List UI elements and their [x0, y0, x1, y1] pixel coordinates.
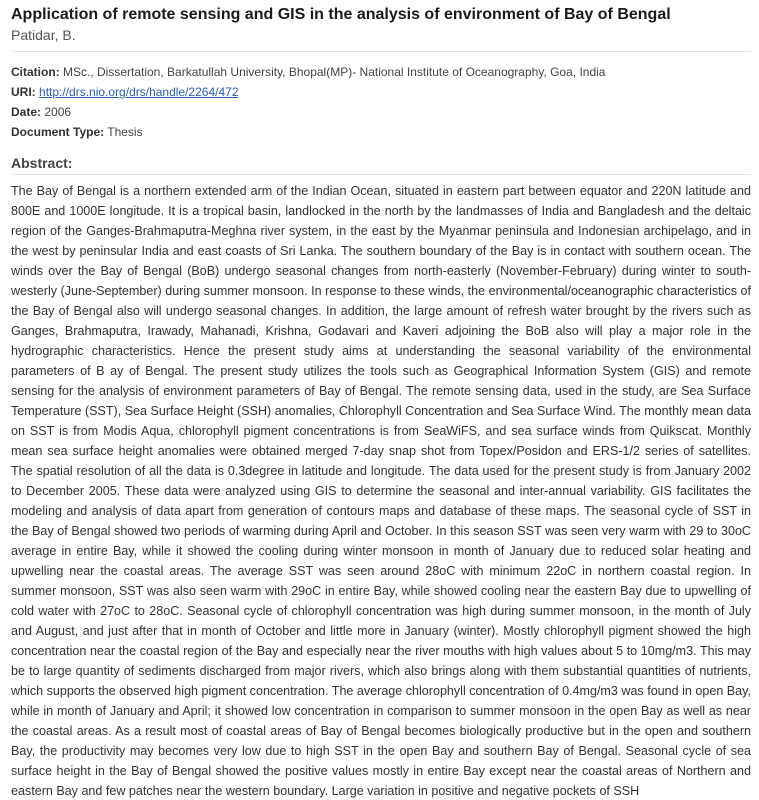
- document-type-value: Thesis: [107, 125, 143, 139]
- citation-label: Citation:: [11, 65, 60, 79]
- citation-value: MSc., Dissertation, Barkatullah University, Bhopal(MP)- National Institute of Oceanography, Goa, India: [63, 65, 606, 79]
- uri-row: [11, 82, 751, 102]
- record-page: [11, 0, 751, 800]
- metadata-list: [11, 62, 751, 142]
- date-label: Date:: [11, 105, 42, 119]
- date-value: 2006: [44, 105, 72, 119]
- uri-link[interactable]: http://drs.nio.org/drs/handle/2264/472: [39, 85, 239, 99]
- document-type-row: [11, 122, 751, 142]
- record-author: Patidar, B.: [11, 25, 751, 52]
- citation-row: [11, 62, 751, 82]
- date-row: [11, 102, 751, 122]
- abstract-heading: Abstract:: [11, 154, 751, 175]
- uri-label: URI:: [11, 85, 36, 99]
- record-title: Application of remote sensing and GIS in the analysis of environment of Bay of Bengal: [11, 6, 671, 23]
- abstract-text: The Bay of Bengal is a northern extended arm of the Indian Ocean, situated in eastern part between equator and 220N latitude and 800E and 1000E longitude. It is a tropical basin, landlocked in the north by the landmasses of India and Bangladesh and the deltaic region of the Ganges-Brahmaputra-Meghna river system, in the east by the Myanmar peninsula and Indonesian archipelago, and in the west by peninsular India and east coasts of Sri Lanka. The southern boundary of the Bay is in contact with southern ocean. The winds over the Bay of Bengal (BoB) undergo seasonal changes from north-easterly (November-February) during winter to south-westerly (June-September) during summer monsoon. In response to these winds, the environmental/oceanographic characteristics of the Bay of Bengal also will undergo seasonal changes. In addition, the large amount of refresh water brought by the rivers such as Ganges, Brahmaputra, Irawady, Mahanadi, Krishna, Godavari and Kaveri adjoining the BoB also will play a major role in the hydrographic characteristics. Hence the present study aims at understanding the seasonal variability of the environmental parameters of B ay of Bengal. The present study utilizes the tools such as Geographical Information System (GIS) and remote sensing for the analysis of environment parameters of Bay of Bengal. The remote sensing data, used in the study, are Sea Surface Temperature (SST), Sea Surface Height (SSH) anomalies, Chlorophyll Concentration and Sea Surface Wind. The monthly mean data on SST is from Modis Aqua, chlorophyll pigment concentrations is from SeaWiFS, and sea surface winds from Quikscat. Monthly mean sea surface height anomalies were obtained merged 7-day snap shot from Topex/Posidon and ERS-1/2 series of satellites. The spatial resolution of all the data is 0.3degree in latitude and longitude. The data used for the present study is from January 2002 to December 2005. These data were analyzed using GIS to determine the seasonal and inter-annual variability. GIS facilitates the modeling and analysis of data apart from generation of contours maps and database of these maps. The seasonal cycle of SST in the Bay of Bengal showed two periods of warming during April and October. In this season SST was seen very warm with 29 to 30oC average in entire Bay, while it showed the cooling during winter monsoon in month of January due to reduced solar heating and upwelling near the coastal areas. The average SST was seen around 28oC with minimum 22oC in northern coastal region. In summer monsoon, SST was also seen warm with 29oC in entire Bay, while showed cooling near the eastern Bay due to upwelling of cold water with 27oC to 28oC. Seasonal cycle of chlorophyll concentration was high during summer monsoon, in the month of July and August, and just after that in month of October and little more in January (winter). Mostly chlorophyll pigment showed the high concentration near the coastal region of the Bay and especially near the river mouths with high values about 5 to 10mg/m3. This may be to large quantity of sediments discharged from major rivers, which also brings along with them substantial quantities of nutrients, which supports the observed high pigment concentration. The average chlorophyll concentration of 0.4mg/m3 was found in open Bay, while in month of January and April; it showed low concentration in comparison to summer monsoon in the open Bay as well as near the coastal areas. As a result most of coastal areas of Bay of Bengal becomes biologically productive but in the open and southern Bay, the productivity may becomes very low due to high SST in the open Bay and southern Bay of Bengal. Seasonal cycle of sea surface height in the Bay of Bengal showed the positive values mostly in entire Bay except near the coastal areas of Northern and eastern Bay and few patches near the western boundary. Large variation in positive and negative pockets of SSH: [11, 184, 751, 798]
- document-type-label: Document Type:: [11, 125, 105, 139]
